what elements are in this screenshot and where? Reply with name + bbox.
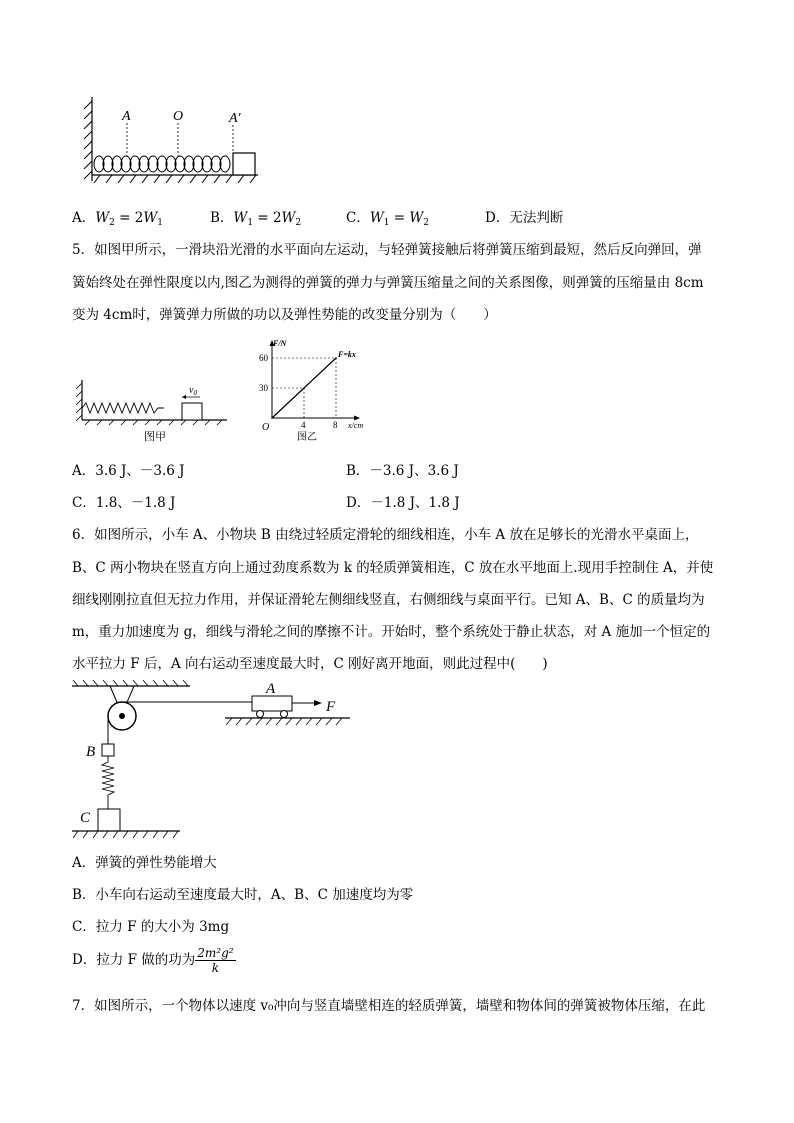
y-tick-30: 30 xyxy=(259,383,268,393)
q4-option-d: D．无法判断 xyxy=(485,210,564,226)
data-point-0 xyxy=(271,417,273,419)
block xyxy=(233,153,255,175)
q6-line-4: m，重力加速度为 g，细线与滑轮之间的摩擦不计。开始时，整个系统处于静止状态，对 A 施加一个恒定的 xyxy=(72,624,711,640)
label-o: O xyxy=(173,109,184,124)
q5-option-a: A．3.6 J、－3.6 J xyxy=(72,463,185,479)
spring-figure xyxy=(80,95,270,190)
q5-line-3: 变为 4cm时，弹簧弹力所做的功以及弹性势能的改变量分别为（ ） xyxy=(72,307,497,323)
spring-bc xyxy=(102,756,114,809)
line-annotation: F=kx xyxy=(338,350,356,359)
x-axis-label: x/cm xyxy=(348,421,364,430)
spring-coil xyxy=(94,156,230,172)
block-b xyxy=(102,744,114,756)
q4-option-b: B．$W_1 = 2W_2$ xyxy=(210,210,302,228)
q6-option-a: A．弹簧的弹性势能增大 xyxy=(72,855,217,871)
block-c xyxy=(98,809,120,831)
cart-a xyxy=(252,696,292,711)
q6-line-1: 6．如图所示，小车 A、小物块 B 由绕过轻质定滑轮的细线相连，小车 A 放在足够长的光滑水平桌面上， xyxy=(72,527,699,543)
data-point-1 xyxy=(303,387,305,389)
y-axis-label: F/N xyxy=(273,339,287,348)
label-a: A xyxy=(122,109,131,124)
q5-option-b: B．－3.6 J、3.6 J xyxy=(346,463,459,479)
v0-label: $v_0$ xyxy=(189,385,197,397)
y-tick-60: 60 xyxy=(259,353,268,363)
x-axis-arrow xyxy=(354,416,360,421)
q4-option-c: C．$W_1 = W_2$ xyxy=(346,210,429,228)
pulley-figure xyxy=(70,676,370,846)
q5-line-2: 簧始终处在弹性限度以内,图乙为测得的弹簧的弹力与弹簧压缩量之间的关系图像，则弹簧的压缩量由 8cm xyxy=(72,275,704,291)
fraction: $\frac{\text{2m²g²}}{k}$ xyxy=(197,946,234,975)
x-tick-4: 4 xyxy=(301,420,306,430)
fig-jia xyxy=(72,375,232,445)
label-block-b: B xyxy=(86,744,96,760)
slider-block xyxy=(182,403,202,420)
q6-option-b: B．小车向右运动至速度最大时，A、B、C 加速度均为零 xyxy=(72,887,414,903)
x-tick-8: 8 xyxy=(333,420,338,430)
q5-line-1: 5．如图甲所示，一滑块沿光滑的水平面向左运动，与轻弹簧接触后将弹簧压缩到最短，然后反向弹回，弹 xyxy=(72,242,702,258)
origin-label: O xyxy=(262,422,270,433)
fig-yi-chart xyxy=(250,338,364,446)
label-block-c: C xyxy=(80,810,91,826)
q6-line-5: 水平拉力 F 后，A 向右运动至速度最大时，C 刚好离开地面，则此过程中( ) xyxy=(72,656,548,672)
label-a-prime: A′ xyxy=(229,111,241,126)
label-cart-a: A xyxy=(266,681,276,697)
q5-option-c: C．1.8、－1.8 J xyxy=(72,495,176,511)
fig-jia-caption: 图甲 xyxy=(144,431,166,443)
fig-yi-caption: 图乙 xyxy=(297,432,317,443)
label-force-f: F xyxy=(326,699,336,715)
q6-option-d: D．拉力 F 做的功为 $\frac{\text{2m²g²}}{k}$ xyxy=(72,946,234,975)
q5-option-d: D．－1.8 J、1.8 J xyxy=(346,495,460,511)
q6-line-2: B、C 两小物块在竖直方向上通过劲度系数为 k 的轻质弹簧相连，C 放在水平地面上.现用手控制住 A，并使 xyxy=(72,560,714,576)
q4-option-a: A．$W_2 = 2W_1$ xyxy=(72,210,163,228)
q6-line-3: 细线刚刚拉直但无拉力作用，并保证滑轮左侧细线竖直，右侧细线与桌面平行。已知 A、B、C 的质量均为 xyxy=(72,592,705,608)
data-point-2 xyxy=(335,357,337,359)
spring-zigzag xyxy=(82,403,164,413)
q7-line-1: 7．如图所示，一个物体以速度 v₀冲向与竖直墙壁相连的轻质弹簧，墙壁和物体间的弹簧被物体压缩，在此 xyxy=(72,998,706,1014)
q6-option-c: C．拉力 F 的大小为 3mg xyxy=(72,919,230,935)
